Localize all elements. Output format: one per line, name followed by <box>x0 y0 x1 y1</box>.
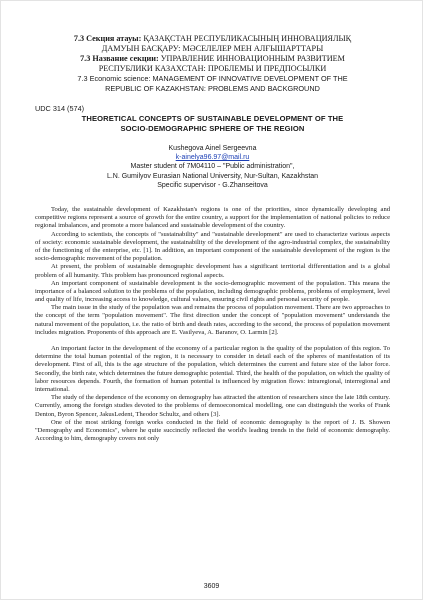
paragraph: The study of the dependence of the economy on demography has attracted the attention of researchers since the late 18th century. Currently, among the foreign studies devoted to the problems of demoeconomical modelling, one can distinguish the works of Frank Denton, Byron Spencer, JakusLedent, Theodor Schultz, and others [3]. <box>35 394 390 418</box>
page-number: 3609 <box>203 583 220 590</box>
udc-code: UDC 314 (574) <box>35 104 85 113</box>
paragraph: One of the most striking foreign works conducted in the field of economic demography is the report of J. B. Showen "Demography and Economics", where he quite succinctly reflected the world's leading trends in the field of economic demography. According to him, demography covers not only <box>35 418 390 443</box>
paper-title-line-2: SOCIO-DEMOGRAPHIC SPHERE OF THE REGION <box>120 124 305 133</box>
section-header <box>35 34 390 94</box>
body-text <box>35 206 390 443</box>
paragraph: The main issue in the study of the population was and remains the process of population movement. There are two approaches to the concept of the term "population movement". The first direction under the concept of "population movement" understands the natural movement of the population, i.e. the ratio of birth and death rates, according to the second, the process of population movement includes migration. Proponents of this approach are E. Vasilyeva, A. Baranov, O. Larmin [2]. <box>35 304 390 336</box>
author-email-link[interactable]: k-ainelya96.97@mail.ru <box>175 154 250 162</box>
paragraph: An important component of sustainable development is the socio-demographic movement of the population. This means the importance of a balanced solution to the problems of the population, including demographic problems, problems of employment, level and quality of life, increasing access to knowledge, cultural values, ensuring civil rights and personal security of people. <box>35 279 390 304</box>
section-ru-title-1: УПРАВЛЕНИЕ ИННОВАЦИОННЫМ РАЗВИТИЕМ <box>160 54 345 63</box>
section-kz-prefix: 7.3 Секция атауы: <box>73 34 142 43</box>
paragraph: Today, the sustainable development of Kazakhstan's regions is one of the priorities, since dynamically developing and competitive regions represent a source of growth for the entire country, a support for the implementation of national policies to reduce regional imbalances, and promote a more balanced and sustainable development of the country. <box>35 206 390 230</box>
author-affiliation-1: Master student of 7M04110 – "Public administration", <box>130 163 295 171</box>
section-ru-title-2: РЕСПУБЛИКИ КАЗАХСТАН: ПРОБЛЕМЫ И ПРЕДПОСЫЛКИ <box>98 64 327 73</box>
section-kz-title-2: ДАМУЫН БАСҚАРУ: МӘСЕЛЕЛЕР МЕН АЛҒЫШАРТТАРЫ <box>101 44 324 53</box>
section-en-line-2: REPUBLIC OF KAZAKHSTAN: PROBLEMS AND BACKGROUND <box>105 84 320 93</box>
section-kz-title-1: ҚАЗАҚСТАН РЕСПУБЛИКАСЫНЫҢ ИННОВАЦИЯЛЫҚ <box>143 34 352 43</box>
author-block <box>35 144 390 190</box>
section-en-line-1: 7.3 Economic science: MANAGEMENT OF INNOVATIVE DEVELOPMENT OF THE <box>77 74 348 83</box>
paragraph: According to scientists, the concepts of "sustainability" and "sustainable development" are used to characterize various aspects of society: economic sustainable development, the sustainability of the development of the agro-industrial complex, the sustainability of the functioning of the enterprise, etc. [1]. In addition, an important component of the sustainable development of the region is the socio-demographic movement of the population. <box>35 230 390 263</box>
section-ru-prefix: 7.3 Название секции: <box>80 54 159 63</box>
section-kz <box>35 34 390 44</box>
section-ru <box>35 54 390 64</box>
author-supervisor: Specific supervisor - G.Zhanseitova <box>157 181 268 189</box>
paper-title-line-1: THEORETICAL CONCEPTS OF SUSTAINABLE DEVELOPMENT OF THE <box>81 114 344 123</box>
paragraph: An important factor in the development of the economy of a particular region is the quality of the population of this region. To determine the total human potential of the region, it is necessary to consider in detail each of the spheres of manifestation of its development. First of all, this is the age structure of the population, which determines the current and future size of the labor force. Secondly, the birth rate, which determines the future demographic potential. Third, the health of the population, on which the quality of labor resources depends. Fourth, the formation of human potential is influenced by migration flows: intraregional, interregional and international. <box>35 345 390 393</box>
author-name: Kushegova Ainel Sergeevna <box>168 145 257 152</box>
paper-title <box>35 114 390 134</box>
paragraph: At present, the problem of sustainable demographic development has a significant territorial differentiation and is a global problem of all humanity. This problem has pronounced regional aspects. <box>35 263 390 279</box>
author-affiliation-2: L.N. Gumilyov Eurasian National University, Nur-Sultan, Kazakhstan <box>106 172 319 180</box>
